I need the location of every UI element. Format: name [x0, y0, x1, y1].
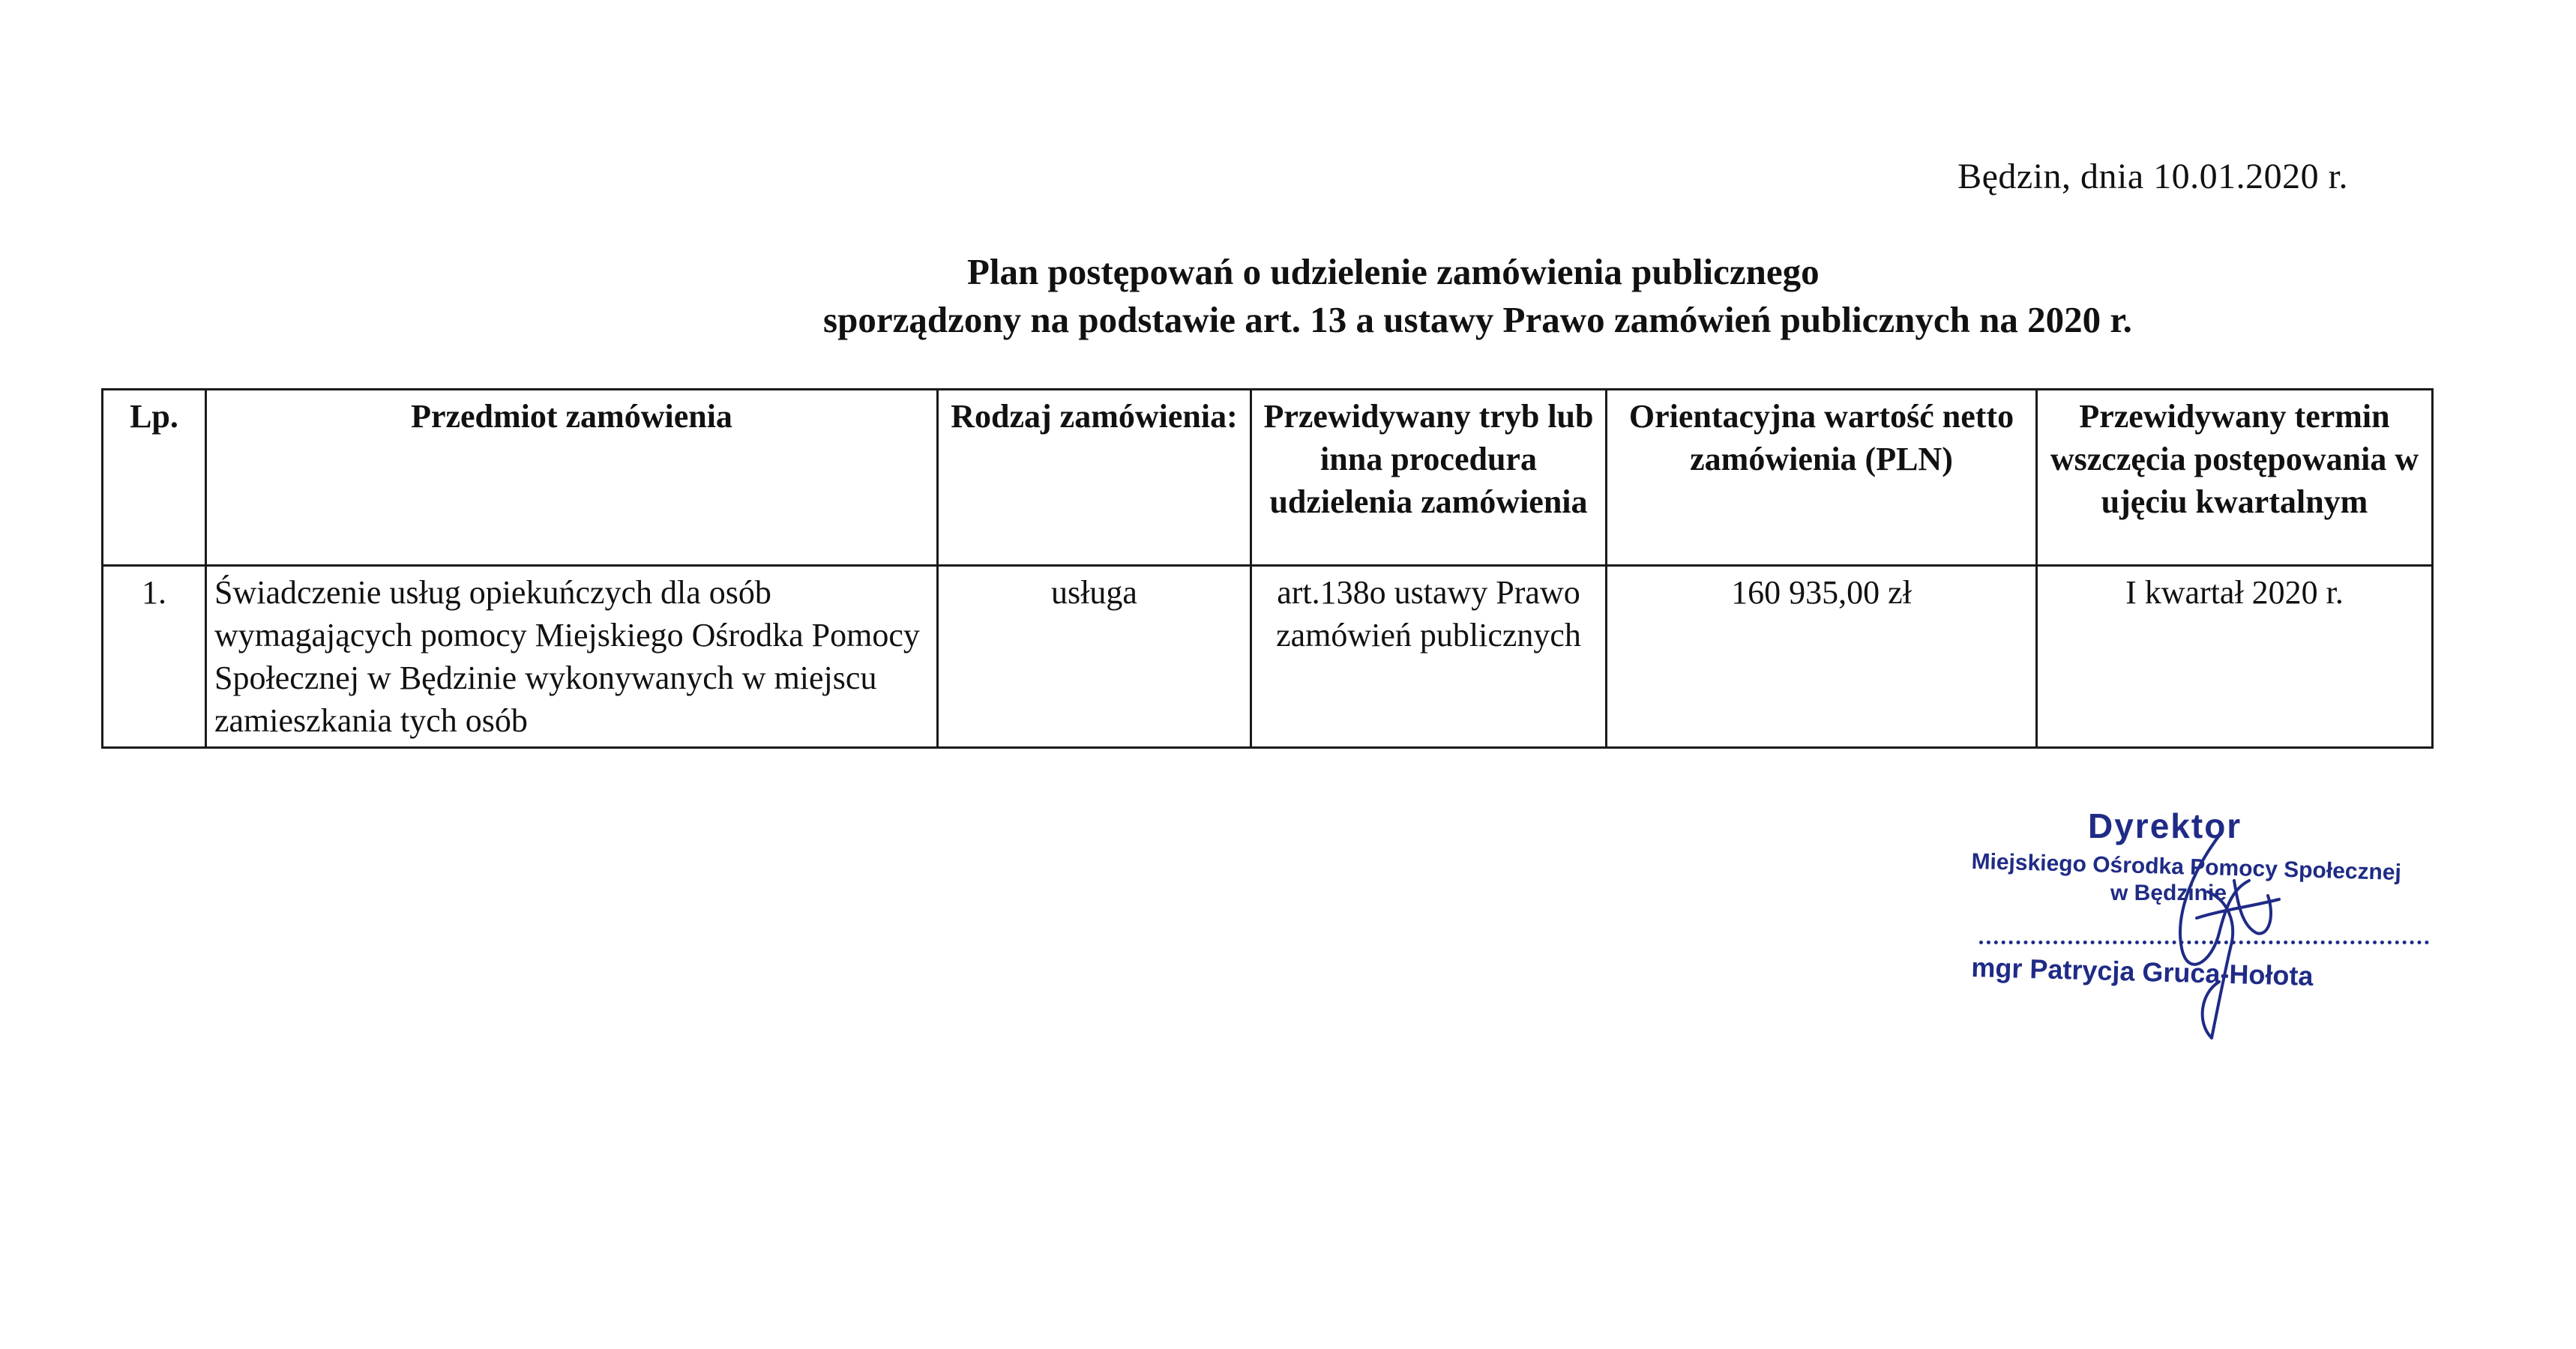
stamp-title: Dyrektor: [2088, 806, 2242, 845]
stamp-signatory-name: mgr Patrycja Gruca-Hołota: [1970, 952, 2314, 992]
cell-type: usługa: [938, 566, 1251, 748]
director-stamp: [1964, 806, 2429, 1030]
stamp-institution: Miejskiego Ośrodka Pomocy Społecznej: [1971, 849, 2402, 886]
cell-lp: 1.: [103, 566, 206, 748]
cell-term: I kwartał 2020 r.: [2037, 566, 2433, 748]
header-term: Przewidywany termin wszczęcia postępowania w ujęciu kwartalnym: [2037, 390, 2433, 566]
stamp-location: w Będzinie: [2110, 881, 2227, 905]
cell-procedure: art.138o ustawy Prawo zamówień publicznych: [1251, 566, 1607, 748]
header-procedure: Przewidywany tryb lub inna procedura udzielenia zamówienia: [1251, 390, 1607, 566]
header-subject: Przedmiot zamówienia: [206, 390, 938, 566]
header-type: Rodzaj zamówienia:: [938, 390, 1251, 566]
procurement-plan-table: [101, 388, 2434, 749]
table-row: [103, 566, 2433, 748]
document-subtitle: sporządzony na podstawie art. 13 a ustawy Prawo zamówień publicznych na 2020 r.: [823, 299, 2132, 340]
cell-subject: Świadczenie usług opiekuńczych dla osób wymagających pomocy Miejskiego Ośrodka Pomocy Społecznej w Będzinie wykonywanych w miejscu zamieszkania tych osób: [206, 566, 938, 748]
cell-value: 160 935,00 zł: [1607, 566, 2037, 748]
header-value: Orientacyjna wartość netto zamówienia (PLN): [1607, 390, 2037, 566]
place-and-date: Będzin, dnia 10.01.2020 r.: [1957, 157, 2348, 196]
table-header-row: [103, 390, 2433, 566]
document-title: Plan postępowań o udzielenie zamówienia publicznego: [967, 251, 1820, 292]
header-lp: Lp.: [103, 390, 206, 566]
signature-dotted-line: [1979, 941, 2429, 944]
